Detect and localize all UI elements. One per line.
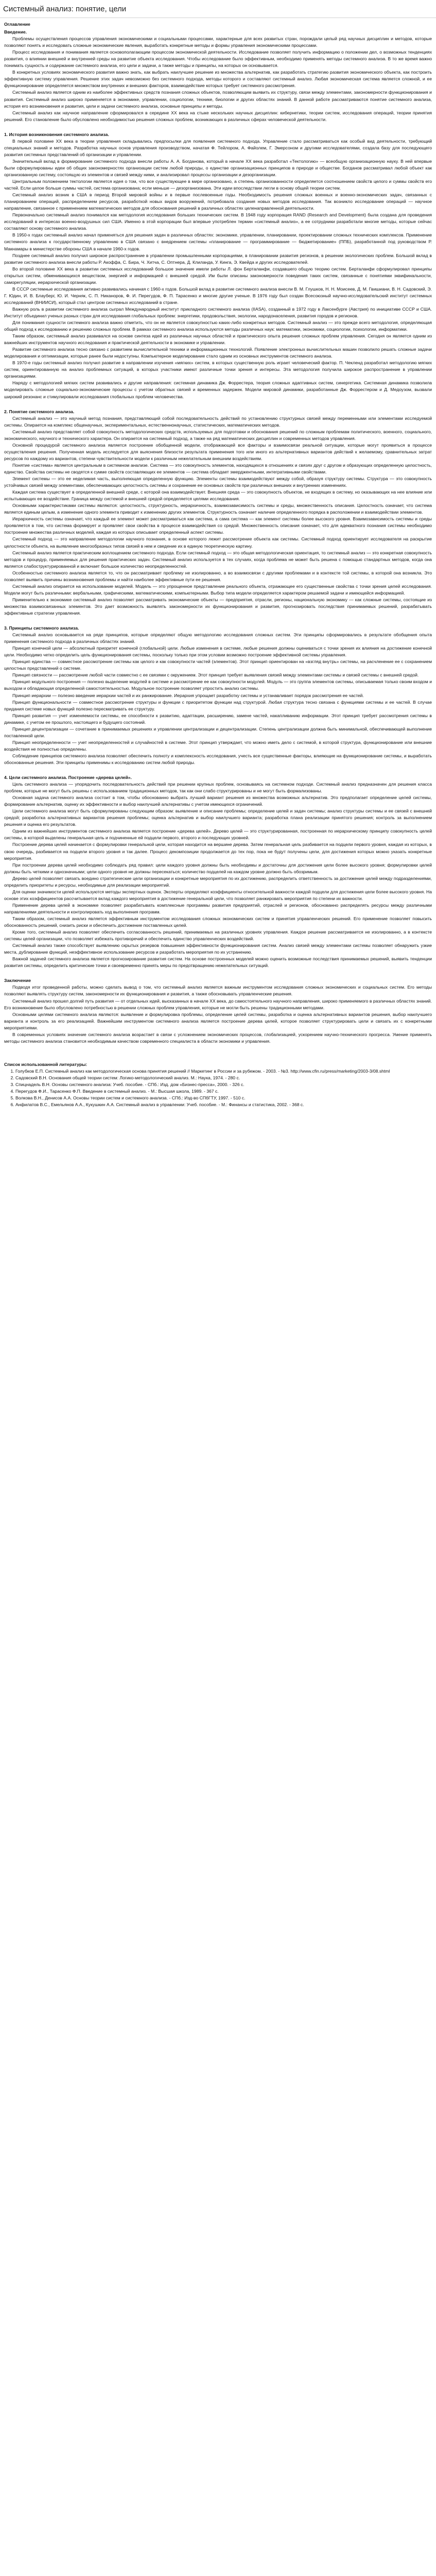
paragraph: Первоначально системный анализ понимался как методология исследования больших технических систем. В 1948 году корпорация RAND (Research and Development) была создана для проведения исследований в интересах военно-воздушных сил США. Именно в этой корпорации был впервые употреблен термин «системный анализ», а ее сотрудники разработали многие методы, которые сейчас составляют основу системного анализа. [4, 212, 432, 231]
paragraph: Кроме того, системный анализ позволяет обеспечить согласованность решений, принимаемых на различных уровнях управления. Каждое решение рассматривается не изолированно, а в контексте системы целей организации, что позволяет избежать противоречий и обеспечить единство управленческих воздействий. [4, 929, 432, 942]
section-gap [4, 123, 432, 130]
paragraph: Позднее системный анализ получил широкое распространение в управлении промышленными корпорациями, в планировании развития регионов, в решении экологических проблем. Большой вклад в развитие системного анализа внесли работы Р. Акоффа, С. Бира, Ч. Хитча, С. Оптнера, Д. Клиланда, У. Кинга, Э. Квейда и других исследователей. [4, 252, 432, 265]
paragraph: В 1950-х годах системный анализ начал применяться для решения задач в различных областях: экономике, управлении, планировании, проектировании сложных технических комплексов. Применение системного анализа к государственному управлению в США связано с внедрением системы «планирование — программирование — бюджетирование» (ППБ), разработанной под руководством Р. Макнамары в министерстве обороны США в начале 1960-х годов. [4, 232, 432, 251]
document-body [0, 18, 436, 1108]
paragraph: В современных условиях значение системного анализа возрастает в связи с усложнением экономических процессов, глобализацией, ускорением научно-технического прогресса. Умение применять методы системного анализа становится необходимым качеством современного специалиста в области экономики и управления. [4, 1031, 432, 1044]
section-gap [4, 969, 432, 976]
paragraph: Принцип единства — совместное рассмотрение системы как целого и как совокупности частей (элементов). Этот принцип ориентирован на «взгляд внутрь» системы, на расчленение ее с сохранением целостных представлений о системе. [4, 659, 432, 671]
reference-item: 4. Перегудов Ф.И., Тарасенко Ф.П. Введение в системный анализ. - М.: Высшая школа, 1989. - 367 с. [15, 1088, 432, 1095]
paragraph: Принцип функциональности — совместное рассмотрение структуры и функции с приоритетом функции над структурой. Любая структура тесно связана с функциями системы и ее частей. В случае придания системе новых функций полезно пересматривать ее структуру. [4, 699, 432, 711]
section-heading: 1. История возникновения системного анализа. [4, 131, 109, 137]
paragraph: В СССР системные исследования активно развивались начиная с 1960-х годов. Большой вклад в развитие системного анализа внесли В. М. Глушков, Н. Н. Моисеев, Д. М. Гвишиани, В. Н. Садовский, Э. Г. Юдин, И. В. Блауберг, Ю. И. Черняк, С. П. Никаноров, Ф. И. Перегудов, Ф. П. Тарасенко и многие другие ученые. В 1976 году был создан Всесоюзный научно-исследовательский институт системных исследований (ВНИИСИ), который стал центром системных исследований в стране. [4, 286, 432, 305]
paragraph: Для понимания сущности системного анализа важно отметить, что он не является совокупностью каких-либо конкретных методов. Системный анализ — это прежде всего методология, определяющая общий подход к исследованию и решению сложных проблем. В рамках системного анализа используются методы различных наук: математики, экономики, социологии, психологии, информатики. [4, 320, 432, 332]
references-list [4, 1068, 432, 1108]
reference-item: 5. Волкова В.Н., Денисов А.А. Основы теории систем и системного анализа. - СПб.: Изд-во СПбГТУ, 1997. - 510 с. [15, 1095, 432, 1101]
paragraph: Системный анализ представляет собой совокупность методологических средств, используемых для подготовки и обоснования решений по сложным проблемам политического, военного, социального, экономического, научного и технического характера. Он опирается на системный подход, а также на ряд математических дисциплин и современных методов управления. [4, 429, 432, 441]
paragraph: Наряду с методологией мягких систем развивались и другие направления: системная динамика Дж. Форрестера, теория сложных адаптивных систем, синергетика. Системная динамика позволила моделировать сложные социально-экономические процессы с учетом обратных связей и временных задержек. Модели мировой динамики, разработанные Дж. Форрестером и Д. Медоузом, вызвали широкий резонанс и стимулировали исследования глобальных проблем человечества. [4, 380, 432, 399]
paragraph: В 1970-е годы системный анализ получил развитие в направлении изучения «мягких» систем, в которых существенную роль играет человеческий фактор. П. Чекленд разработал методологию мягких систем, ориентированную на анализ проблемных ситуаций, в которых участники имеют различные точки зрения и интересы. Эта методология получила широкое распространение в управлении организациями. [4, 360, 432, 379]
sections-container [4, 29, 432, 1045]
paragraph: Системный анализ возник в США в период Второй мировой войны и в первые послевоенные годы. Необходимость решения сложных военных и военно-экономических задач, связанных с планированием операций, распределением ресурсов, разработкой новых видов вооружений, потребовала создания новых методов исследования. Так возникло исследование операций — научное направление, связанное с применением математических методов для обоснования решений в различных областях целенаправленной деятельности. [4, 192, 432, 211]
reference-item: 6. Анфилатов В.С., Емельянов А.А., Кукушкин А.А. Системный анализ в управлении: Учеб. пособие. - М.: Финансы и статистика, 2002. - 368 с. [15, 1101, 432, 1108]
paragraph: Применение дерева целей в экономике позволяет разрабатывать комплексные программы развития предприятий, отраслей и регионов, обоснованно распределять ресурсы между различными направлениями деятельности и контролировать ход выполнения программ. [4, 902, 432, 914]
paragraph: Системный анализ является одним из наиболее эффективных средств познания сложных объектов, позволяющим выявить их структуру, связи между элементами, закономерности функционирования и развития. Системный анализ широко применяется в экономике, управлении, социологии, технике, биологии и других областях знаний. В данной работе рассматриваются понятие системного анализа, история его возникновения и развития, цели и задачи системного анализа, основные принципы и методы. [4, 90, 432, 109]
paragraph: Принцип модульного построения — полезно выделение модулей в системе и рассмотрение ее как совокупности модулей. Модуль — это группа элементов системы, описываемая только своим входом и выходом и обладающая определенной самостоятельностью. Модульное построение позволяет упростить анализ системы. [4, 679, 432, 691]
paragraph: Развитие системного анализа тесно связано с развитием вычислительной техники и информационных технологий. Появление электронных вычислительных машин позволило решать сложные задачи моделирования и оптимизации, которые ранее были недоступны. Компьютерное моделирование стало одним из основных инструментов системного анализа. [4, 347, 432, 359]
paragraph: Построение дерева целей начинается с формулировки генеральной цели, которая находится на вершине дерева. Затем генеральная цель разбивается на подцели первого уровня, каждая из которых, в свою очередь, разбивается на подцели второго уровня и так далее. Процесс декомпозиции продолжается до тех пор, пока не будут получены цели, для достижения которых можно указать конкретные мероприятия. [4, 842, 432, 861]
section-heading: 3. Принципы системного анализа. [4, 625, 79, 631]
paragraph: Подводя итог проведенной работы, можно сделать вывод о том, что системный анализ является важным инструментом исследования сложных экономических и социальных систем. Его методы позволяют выявлять структуру систем, закономерности их функционирования и развития, а также обосновывать управленческие решения. [4, 985, 432, 997]
paragraph: Системный анализ является практическим воплощением системного подхода. Если системный подход — это общая методологическая ориентация, то системный анализ — это конкретная совокупность методов и процедур, применяемых для решения практических задач. Системный анализ используется в тех случаях, когда проблема не может быть решена с помощью стандартных методов, когда она является слабоструктурированной и включает большое количество неопределенностей. [4, 550, 432, 569]
paragraph: Для оценки значимости целей используются методы экспертных оценок. Эксперты определяют коэффициенты относительной важности каждой подцели для достижения цели более высокого уровня. На основе этих коэффициентов рассчитывается вклад каждого мероприятия в достижение генеральной цели, что позволяет ранжировать мероприятия по степени их важности. [4, 889, 432, 901]
references-title: Список использованной литературы: [4, 1061, 88, 1067]
paragraph: Системный анализ опирается на использование моделей. Модель — это упрощенное представление реального объекта, отражающее его существенные свойства с точки зрения целей исследования. Модели могут быть различными: вербальными, графическими, математическими, компьютерными. Выбор типа модели определяется характером решаемой задачи и имеющейся информацией. [4, 583, 432, 596]
section-heading: 2. Понятие системного анализа. [4, 409, 75, 414]
paragraph: Центральным положением тектологии является идея о том, что все существующее в мире организовано, а степень организованности определяется соотношением свойств целого и суммы свойств его частей. Если целое больше суммы частей, система организована; если меньше — дезорганизована. Эти идеи впоследствии легли в основу общей теории систем. [4, 179, 432, 191]
paragraph: Основной процедурой системного анализа является построение обобщенной модели, отображающей все факторы и взаимосвязи реальной ситуации, которые могут проявиться в процессе осуществления решения. Полученная модель исследуется для выяснения близости результата применения того или иного из альтернативных вариантов действий к желаемому, сравнительных затрат ресурсов по каждому из вариантов, степени чувствительности модели к различным нежелательным внешним воздействиям. [4, 442, 432, 461]
reference-item: 1. Голубков Е.П. Системный анализ как методологическая основа принятия решений // Маркетинг в России и за рубежом. - 2003. - №3. http://www.cfin.ru/press/marketing/2003-3/08.shtml [15, 1068, 432, 1075]
section-gap [4, 400, 432, 408]
paragraph: В первой половине XX века в теории управления складывались предпосылки для появления системного подхода. Управление стало рассматриваться как особый вид деятельности, требующий специальных знаний и методов. Разработка научных основ управления производством, начатая Ф. Тейлором, А. Файолем, Г. Эмерсоном и другими исследователями, создала базу для последующего развития системных представлений об организации и управлении. [4, 138, 432, 157]
paragraph: Системный анализ основывается на ряде принципов, которые определяют общую методологию исследования сложных систем. Эти принципы сформировались в результате обобщения опыта применения системного подхода в различных областях знаний. [4, 632, 432, 645]
paragraph: Важную роль в развитии системного анализа сыграл Международный институт прикладного системного анализа (IIASA), созданный в 1972 году в Лаксенбурге (Австрия) по инициативе СССР и США. Институт объединил ученых разных стран для исследования глобальных проблем: энергетики, продовольствия, экологии, народонаселения, развития городов и регионов. [4, 306, 432, 318]
paragraph: Основная задача системного анализа состоит в том, чтобы обоснованно выбрать лучший вариант решения из множества возможных альтернатив. Это предполагает определение целей системы, формирование альтернатив, оценку их эффективности и выбор наилучшей альтернативы с учетом имеющихся ограничений. [4, 795, 432, 807]
section-heading: 4. Цели системного анализа. Построение «дерева целей». [4, 775, 132, 781]
paragraph: Принцип иерархии — полезно введение иерархии частей и их ранжирование. Иерархия упрощает разработку системы и устанавливает порядок рассмотрения ее частей. [12, 692, 364, 698]
section-gap [4, 617, 432, 624]
paragraph: Соблюдение принципов системного анализа позволяет обеспечить полноту и комплексность исследования, учесть все существенные факторы, влияющие на функционирование системы, и выработать обоснованные решения. Эти принципы применимы к исследованию систем любой природы. [4, 753, 432, 765]
contents-label[interactable]: Оглавление [4, 22, 30, 27]
paragraph: Принцип связности — рассмотрение любой части совместно с ее связями с окружением. Этот принцип требует выявления связей между элементами системы и связей системы с внешней средой. [12, 672, 419, 678]
paragraph: Принцип децентрализации — сочетание в принимаемых решениях и управлении централизации и децентрализации. Степень централизации должна быть минимальной, обеспечивающей выполнение поставленной цели. [4, 726, 432, 738]
paragraph: Важной задачей системного анализа является прогнозирование развития систем. На основе построенных моделей можно оценить возможные последствия принимаемых решений, выявить тенденции развития системы, определить критические точки и своевременно принять меры по предотвращению нежелательных ситуаций. [4, 956, 432, 969]
paragraph: Принцип развития — учет изменяемости системы, ее способности к развитию, адаптации, расширению, замене частей, накапливанию информации. Этот принцип требует рассмотрения системы в динамике, с учетом ее прошлого, настоящего и будущего состояний. [4, 713, 432, 725]
paragraph: Основными целями системного анализа являются: выявление и формулировка проблемы, определение целей системы, разработка и оценка альтернативных вариантов решения, выбор наилучшего варианта и контроль за его реализацией. Важнейшим инструментом системного анализа является построение дерева целей, которое позволяет структурировать цели и связать их с конкретными мероприятиями. [4, 1011, 432, 1030]
paragraph: Основными характеристиками системы являются: целостность, структурность, иерархичность, взаимозависимость системы и среды, множественность описания. Целостность означает, что система является единым целым, а изменение одного элемента приводит к изменению других элементов. Структурность означает наличие определенного порядка в расположении и взаимодействии элементов. [4, 503, 432, 515]
section-heading: Заключение [4, 978, 31, 984]
paragraph: Таким образом, системный анализ является эффективным инструментом исследования сложных экономических систем и принятия управленческих решений. Его применение позволяет повысить обоснованность решений, снизить риски и обеспечить достижение поставленных целей. [4, 916, 432, 928]
spacer [4, 1045, 432, 1060]
paragraph: Таким образом, системный анализ развивался на основе синтеза идей из различных научных областей и практического опыта решения сложных проблем управления. Сегодня он является одним из важнейших инструментов научного исследования и практической деятельности в экономике и управлении. [4, 333, 432, 346]
reference-item: 2. Садовский В.Н. Основания общей теории систем: Логико-методологический анализ. М.: Наука, 1974. - 280 с. [15, 1075, 432, 1081]
paragraph: Системный анализ — это научный метод познания, представляющий собой последовательность действий по установлению структурных связей между переменными или элементами исследуемой системы. Опирается на комплекс общенаучных, экспериментальных, естественнонаучных, статистических, математических методов. [4, 415, 432, 428]
title-bar [0, 0, 436, 18]
paragraph: Каждая система существует в определенной внешней среде, с которой она взаимодействует. Внешняя среда — это совокупность объектов, не входящих в систему, но оказывающих на нее влияние или испытывающих ее воздействие. Граница между системой и внешней средой определяется целями исследования. [4, 489, 432, 502]
paragraph: Особенностью системного анализа является то, что он рассматривает проблему не изолированно, а во взаимосвязи с другими проблемами и в контексте той системы, в которой она возникла. Это позволяет выявить причины возникновения проблемы и найти наиболее эффективные пути ее решения. [4, 570, 432, 582]
paragraph: Применительно к экономике системный анализ позволяет рассматривать экономические объекты — предприятия, отрасли, регионы, национальную экономику — как сложные системы, состоящие из множества взаимосвязанных элементов. Это дает возможность выявлять закономерности их функционирования и развития, прогнозировать последствия принимаемых решений, разрабатывать эффективные стратегии управления. [4, 597, 432, 616]
paragraph: Во второй половине XX века в развитии системных исследований большое значение имели работы Л. фон Берталанфи, создавшего общую теорию систем. Берталанфи сформулировал принципы открытых систем, обменивающихся веществом, энергией и информацией с внешней средой. Им были описаны закономерности поведения таких систем, связанные с понятиями эквифинальности, саморегуляции, иерархической организации. [4, 266, 432, 285]
paragraph: Одним из важнейших инструментов системного анализа является построение «дерева целей». Дерево целей — это структурированная, построенная по иерархическому принципу совокупность целей системы, в которой выделены генеральная цель и подчиненные ей подцели первого, второго и последующих уровней. [4, 828, 432, 841]
paragraph: В конкретных условиях экономического развития важно знать, как выбрать наилучшее решение из множества альтернатив, как разработать стратегию развития экономического объекта, как построить эффективную систему управления. Решение этих задач невозможно без системного подхода, методы которого и составляют системный анализ. Любая экономическая система является сложной, и ее функционирование определяется множеством внутренних и внешних факторов, взаимодействие которых требует системного рассмотрения. [4, 70, 432, 89]
paragraph: Системный подход — это направление методологии научного познания, в основе которого лежит рассмотрение объекта как системы. Системный подход ориентирует исследователя на раскрытие целостности объекта, на выявление многообразных типов связей в нем и сведение их в единую теоретическую картину. [4, 536, 432, 549]
paragraph: Системный анализ также способствует выявлению скрытых резервов повышения эффективности функционирования систем. Анализ связей между элементами системы позволяет обнаружить узкие места, дублирование функций, неэффективное использование ресурсов и разработать мероприятия по их устранению. [4, 943, 432, 955]
paragraph: Цели системного анализа могут быть сформулированы следующим образом: выявление и описание проблемы; определение целей и задач системы; анализ структуры системы и ее связей с внешней средой; разработка альтернативных вариантов решения проблемы; оценка альтернатив и выбор наилучшего варианта; разработка плана реализации принятого решения; контроль за выполнением решения и оценка его результатов. [4, 808, 432, 827]
reference-item: 3. Спицнадель В.Н. Основы системного анализа: Учеб. пособие. - СПб.: Изд. дом «Бизнес-пресса», 2000. - 326 с. [15, 1081, 432, 1088]
paragraph: Иерархичность системы означает, что каждый ее элемент может рассматриваться как система, а сама система — как элемент системы более высокого уровня. Взаимозависимость системы и среды проявляется в том, что система формирует и проявляет свои свойства в процессе взаимодействия со средой. Множественность описания означает, что для адекватного познания системы необходимо построение множества различных моделей, каждая из которых описывает определенный аспект системы. [4, 516, 432, 535]
paragraph: Значительный вклад в формирование системного подхода внесли работы А. А. Богданова, который в начале XX века разработал «Тектологию» — всеобщую организационную науку. В ней впервые были сформулированы идеи об общих закономерностях организации систем любой природы, о единстве организационных принципов в природе и обществе. Богданов рассматривал любой объект как организованную систему, состоящую из элементов и связей между ними, и анализировал процессы организации и дезорганизации. [4, 158, 432, 177]
paragraph: Понятие «система» является центральным в системном анализе. Система — это совокупность элементов, находящихся в отношениях и связях друг с другом и образующих определенную целостность, единство. Свойства системы не сводятся к сумме свойств составляющих ее элементов — система обладает эмерджентными, интегративными свойствами. [4, 462, 432, 474]
page-title: Системный анализ: понятие, цели [3, 4, 127, 13]
paragraph: При построении дерева целей необходимо соблюдать ряд правил: цели каждого уровня должны быть необходимы и достаточны для достижения цели более высокого уровня; формулировки целей должны быть четкими и однозначными; цели одного уровня не должны пересекаться; количество подцелей на каждом уровне должно быть обозримым. [4, 862, 432, 874]
paragraph: Процесс исследования и понимания является основополагающим процессом экономической деятельности. Исследование позволяет получить информацию о положении дел, о возможных тенденциях развития, о влиянии внешней и внутренней среды на развитие объекта исследования. Чтобы исследование было эффективным, необходимо применять методы системного анализа. В то же время важно понимать сущность и содержание системного анализа, его цели и задачи, а также методы и принципы, на которых он основывается. [4, 49, 432, 69]
paragraph: Цель системного анализа — упорядочить последовательность действий при решении крупных проблем, основываясь на системном подходе. Системный анализ предназначен для решения класса проблем, которые не могут быть решены с использованием традиционных методов, так как они слабо структурированы и не могут быть формализованы. [4, 782, 432, 794]
paragraph: Принцип конечной цели — абсолютный приоритет конечной (глобальной) цели. Любые изменения в системе, любые решения должны оцениваться с точки зрения их влияния на достижение конечной цели. Необходимо четко определить цель функционирования системы, поскольку только при этом условии возможно построение эффективной системы управления. [4, 646, 432, 658]
paragraph: Системный анализ как научное направление сформировался в середине XX века на стыке нескольких научных дисциплин: кибернетики, теории систем, исследования операций, теории принятия решений. Его становление было обусловлено необходимостью решения сложных проблем, возникающих в различных сферах человеческой деятельности. [4, 110, 432, 122]
paragraph: Системный анализ прошел долгий путь развития — от отдельных идей, высказанных в начале XX века, до самостоятельного научного направления, широко применяемого в различных областях знаний. Его возникновение было обусловлено потребностью в решении сложных проблем управления, которые не могли быть решены традиционными методами. [4, 998, 432, 1010]
section-heading: Введение. [4, 29, 27, 35]
paragraph: Принцип неопределенности — учет неопределенностей и случайностей в системе. Этот принцип утверждает, что можно иметь дело с системой, в которой структура, функционирование или внешние воздействия не полностью определены. [4, 739, 432, 752]
paragraph: Дерево целей позволяет связать воедино стратегические цели организации и конкретные мероприятия по их достижению, распределить ответственность за достижение целей между подразделениями, определить приоритеты и ресурсы, необходимые для реализации мероприятий. [4, 875, 432, 888]
paragraph: Проблемы осуществления процессов управления экономическими и социальными процессами, характерные для всех развитых стран, порождали целый ряд научных дисциплин и методов, которые позволяют понять и исследовать сложные экономические явления, выработать конкретные методы и формы управления экономическими процессами. [4, 36, 432, 48]
paragraph: Элемент системы — это ее неделимая часть, выполняющая определенную функцию. Элементы системы взаимодействуют между собой, образуя структуру системы. Структура — это совокупность устойчивых связей между элементами, обеспечивающих целостность системы и сохранение ее основных свойств при различных внешних и внутренних изменениях. [4, 476, 432, 488]
section-gap [4, 766, 432, 773]
